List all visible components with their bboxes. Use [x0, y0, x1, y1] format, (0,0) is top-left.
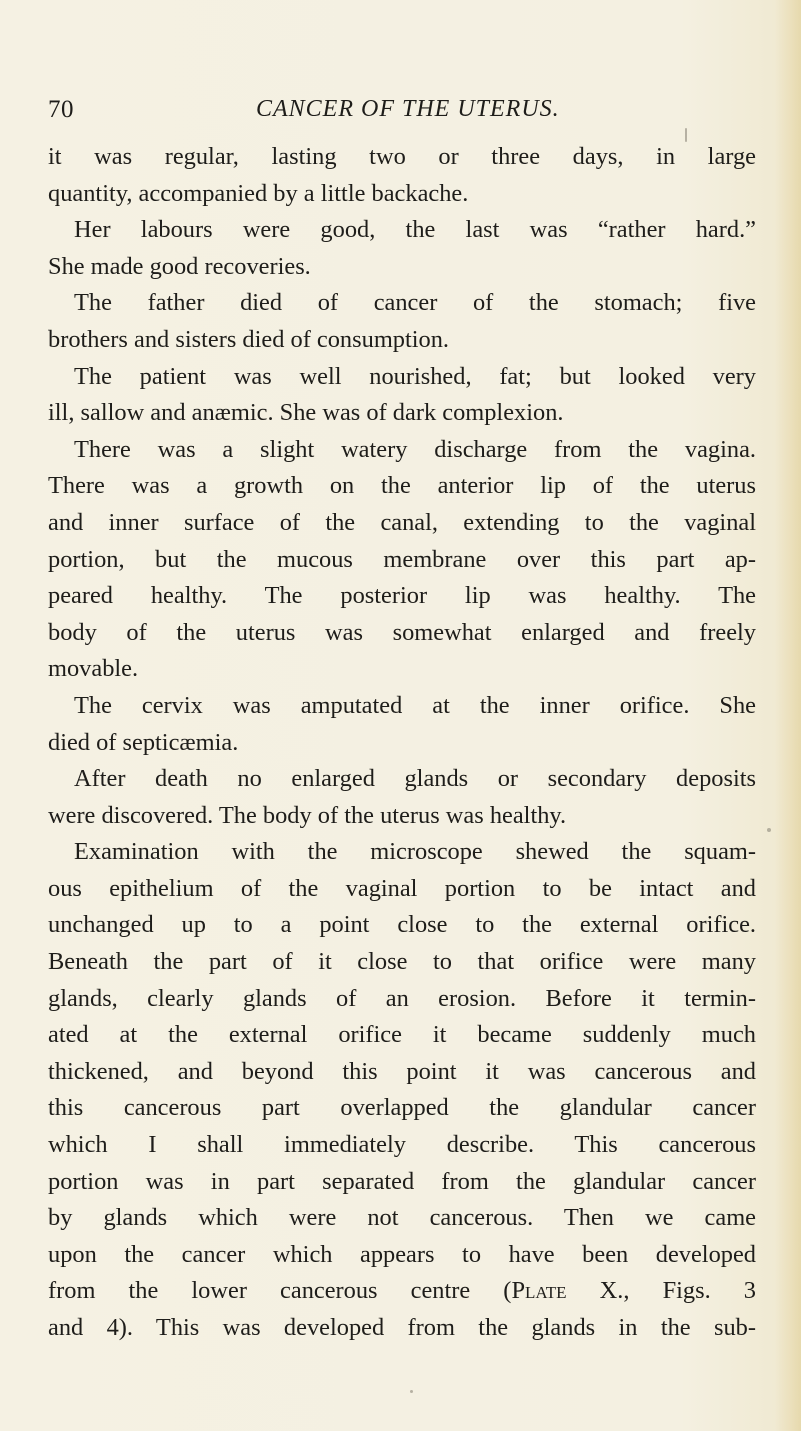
page-edge-shading [775, 0, 801, 1431]
page-number: 70 [48, 96, 74, 123]
text-line: thickened, and beyond this point it was cancerous and [48, 1057, 756, 1085]
text-line: which I shall immediately describe. This cancerous [48, 1131, 756, 1159]
text-line-segment: X., Figs. 3 [566, 1277, 756, 1305]
text-line: portion, but the mucous membrane over this part ap- [48, 545, 756, 573]
text-line: and 4). This was developed from the glands in the sub- [48, 1314, 756, 1341]
print-mark [685, 128, 687, 142]
text-line: quantity, accompanied by a little backache. [48, 179, 469, 207]
text-line-segment: from the lower cancerous centre ( [48, 1277, 512, 1305]
text-line: Beneath the part of it close to that orifice were many [48, 948, 756, 976]
text-line: it was regular, lasting two or three days, in large [48, 143, 756, 170]
print-speck [767, 828, 771, 832]
text-line: unchanged up to a point close to the external orifice. [48, 911, 756, 939]
body-text [48, 139, 756, 1347]
text-line: were discovered. The body of the uterus was healthy. [48, 801, 567, 829]
page-header [48, 96, 748, 132]
text-line: Examination with the microscope shewed the squam- [74, 838, 756, 866]
text-line: died of septicæmia. [48, 728, 239, 756]
text-line: glands, clearly glands of an erosion. Before it termin- [48, 984, 756, 1012]
print-speck [410, 1390, 413, 1393]
text-line: The patient was well nourished, fat; but looked very [74, 362, 756, 390]
text-line: brothers and sisters died of consumption. [48, 325, 450, 353]
text-line: The father died of cancer of the stomach; five [74, 289, 756, 317]
text-line: There was a growth on the anterior lip of the uterus [48, 472, 756, 500]
text-line: The cervix was amputated at the inner orifice. She [74, 691, 756, 719]
text-line: and inner surface of the canal, extending to the vaginal [48, 508, 756, 536]
text-line: movable. [48, 655, 139, 683]
text-line: ous epithelium of the vaginal portion to be intact and [48, 874, 756, 902]
text-line: body of the uterus was somewhat enlarged and freely [48, 618, 756, 646]
plate-reference: Plate [511, 1277, 567, 1305]
text-line [48, 1273, 756, 1310]
text-line: by glands which were not cancerous. Then we came [48, 1204, 756, 1232]
text-line: ated at the external orifice it became suddenly much [48, 1021, 756, 1049]
text-line: She made good recoveries. [48, 252, 311, 280]
text-line: this cancerous part overlapped the glandular cancer [48, 1094, 756, 1122]
text-line: upon the cancer which appears to have been developed [48, 1240, 756, 1268]
text-line: After death no enlarged glands or secondary deposits [74, 765, 756, 793]
text-line: Her labours were good, the last was “rather hard.” [74, 216, 756, 244]
text-line: ill, sallow and anæmic. She was of dark complexion. [48, 399, 564, 427]
text-line: There was a slight watery discharge from the vagina. [74, 435, 756, 463]
running-head: CANCER OF THE UTERUS. [256, 96, 560, 122]
text-line: portion was in part separated from the glandular cancer [48, 1167, 756, 1195]
text-line: peared healthy. The posterior lip was healthy. The [48, 582, 756, 610]
